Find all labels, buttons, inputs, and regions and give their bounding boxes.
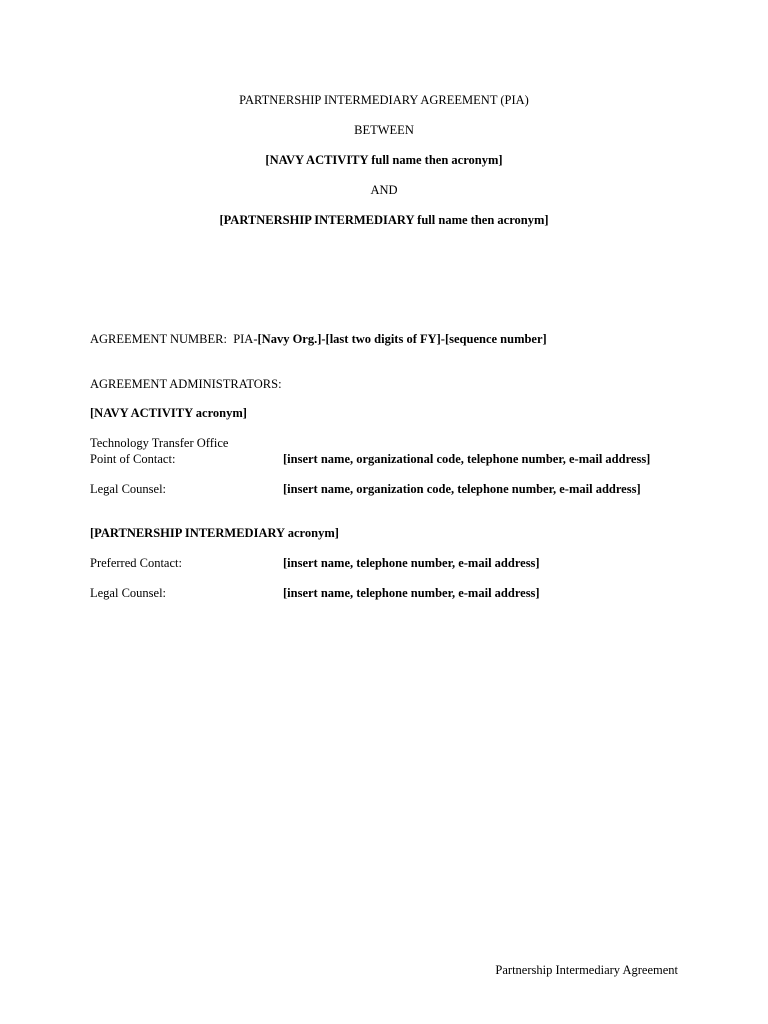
preferred-contact-label: Preferred Contact:: [90, 556, 182, 570]
intermediary-legal-label: Legal Counsel:: [90, 586, 167, 600]
agreement-number-line: [90, 332, 547, 347]
navy-activity-heading: [NAVY ACTIVITY acronym]: [90, 406, 247, 420]
title-line-agreement: PARTNERSHIP INTERMEDIARY AGREEMENT (PIA): [239, 93, 529, 107]
title-line-between: BETWEEN: [354, 123, 414, 137]
title-line-partnership-intermediary: [PARTNERSHIP INTERMEDIARY full name then acronym]: [219, 213, 549, 227]
page-footer: Partnership Intermediary Agreement: [495, 963, 678, 977]
navy-legal-value: [insert name, organization code, telephone number, e-mail address]: [283, 482, 641, 496]
tto-label-line1: Technology Transfer Office: [90, 436, 229, 450]
title-line-and: AND: [370, 183, 398, 197]
intermediary-heading: [PARTNERSHIP INTERMEDIARY acronym]: [90, 526, 339, 540]
tto-label-line2: Point of Contact:: [90, 452, 176, 466]
agreement-number-label: AGREEMENT NUMBER:: [90, 332, 227, 346]
navy-legal-label: Legal Counsel:: [90, 482, 167, 496]
intermediary-legal-value: [insert name, telephone number, e-mail address]: [283, 586, 540, 600]
title-line-navy-activity: [NAVY ACTIVITY full name then acronym]: [265, 153, 503, 167]
tto-contact-value: [insert name, organizational code, telephone number, e-mail address]: [283, 452, 651, 466]
agreement-number-prefix: PIA-: [233, 332, 258, 346]
administrators-heading: AGREEMENT ADMINISTRATORS:: [90, 377, 282, 391]
agreement-number-value: [Navy Org.]-[last two digits of FY]-[sequence number]: [257, 332, 547, 346]
preferred-contact-value: [insert name, telephone number, e-mail address]: [283, 556, 540, 570]
